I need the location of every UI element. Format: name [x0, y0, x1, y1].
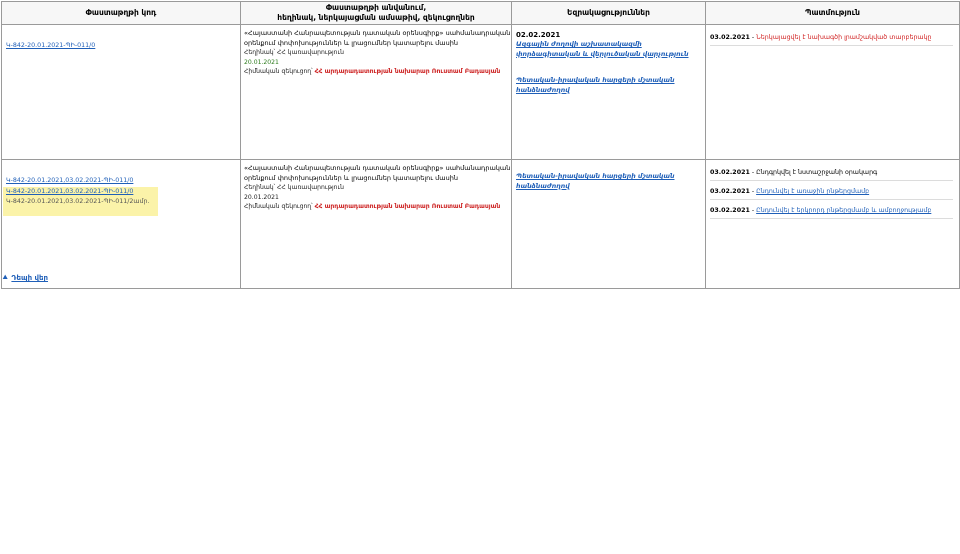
history-text: Ներկայացվել է նախագծի լրամշակված տարբերակը	[756, 34, 932, 41]
reporter-name: ՀՀ արդարադատության նախարար Ռուստամ Բադասյան	[314, 68, 501, 76]
header-title	[241, 2, 512, 25]
header-row	[2, 2, 960, 25]
header-code: Փաստաթղթի կոդ	[2, 2, 241, 25]
back-to-top-link[interactable]: Դեպի վեր	[11, 274, 49, 282]
reporter	[244, 67, 511, 77]
history-date: 03.02.2021	[710, 207, 750, 214]
edition-link[interactable]: Պետական-իրավական հարցերի մշտական հանձնաժողով	[516, 173, 675, 190]
edition-date: 02.02.2021	[516, 31, 561, 39]
reporter	[244, 202, 511, 212]
history-item: 03.02.2021 - Ընդունվել է երկրորդ ընթերցմամբ և ամբողջությամբ	[710, 205, 953, 219]
reporter-name: ՀՀ արդարադատության նախարար Ռուստամ Բադասյան	[314, 203, 501, 211]
editions-cell	[512, 25, 706, 160]
history-cell	[706, 25, 960, 160]
edition-link[interactable]: Ազգային ժողովի աշխատակազմի փորձագիտական և վերլուծական վարչություն	[516, 41, 689, 58]
document-date: 20.01.2021	[244, 58, 279, 66]
table-row	[2, 160, 960, 289]
document-title: «Հայաստանի Հանրապետության դատական օրենսգիրք» սահմանադրական օրենքում փոփոխություններ և լրացումներ կատարելու մասին	[244, 29, 511, 47]
history-item: 03.02.2021 - Ընդունվել է առաջին ընթերցմամբ	[710, 186, 953, 200]
document-author: Հեղինակ՝ ՀՀ կառավարություն	[244, 184, 345, 192]
document-author: Հեղինակ՝ ՀՀ կառավարություն	[244, 49, 345, 57]
header-history: Պատմություն	[706, 2, 960, 25]
editions-cell	[512, 160, 706, 289]
documents-table	[1, 1, 960, 289]
history-date: 03.02.2021	[710, 188, 750, 195]
back-to-top	[2, 273, 48, 283]
document-title: «Հայաստանի Հանրապետության դատական օրենսգիրք» սահմանադրական օրենքում փոփոխություններ և լրացումներ կատարելու մասին	[244, 164, 511, 182]
title-cell	[241, 25, 512, 160]
document-code: Կ-842-20.01.2021,03.02.2021-ՊԻ-011/2ամր.	[6, 198, 150, 205]
history-date: 03.02.2021	[710, 169, 750, 176]
header-title-line2: հեղինակ, ներկայացման ամսաթիվ, զեկուցողներ	[277, 13, 475, 22]
table-row	[2, 25, 960, 160]
document-code-link[interactable]: Կ-842-20.01.2021,03.02.2021-ՊԻ-011/0	[6, 177, 134, 184]
edition-link[interactable]: Պետական-իրավական հարցերի մշտական հանձնաժողով	[516, 77, 675, 94]
code-cell	[2, 160, 241, 289]
history-cell	[706, 160, 960, 289]
reporter-label: Հիմնական զեկուցող՝	[244, 203, 313, 211]
code-cell	[2, 25, 241, 160]
history-item: 03.02.2021 - Ներկայացվել է նախագծի լրամշակված տարբերակը	[710, 32, 953, 46]
history-item: 03.02.2021 - Ընդգրկվել է նստաշրջանի օրակարգ	[710, 167, 953, 181]
reporter-label: Հիմնական զեկուցող՝	[244, 68, 313, 76]
document-code-link[interactable]: Կ-842-20.01.2021,03.02.2021-ՊԻ-011/0	[6, 187, 134, 195]
history-link[interactable]: Ընդունվել է երկրորդ ընթերցմամբ և ամբողջությամբ	[756, 207, 932, 214]
document-code-link[interactable]: Կ-842-20.01.2021-ՊԻ-011/0	[6, 42, 96, 49]
header-editions: Եզրակացություններ	[512, 2, 706, 25]
history-text: Ընդգրկվել է նստաշրջանի օրակարգ	[756, 169, 878, 176]
history-link[interactable]: Ընդունվել է առաջին ընթերցմամբ	[756, 188, 870, 195]
header-title-line1: Փաստաթղթի անվանում,	[325, 3, 427, 12]
history-date: 03.02.2021	[710, 34, 750, 41]
highlighted-codes	[3, 187, 158, 216]
arrow-up-icon: ⯅	[2, 273, 9, 282]
document-date: 20.01.2021	[244, 193, 279, 201]
title-cell	[241, 160, 512, 289]
